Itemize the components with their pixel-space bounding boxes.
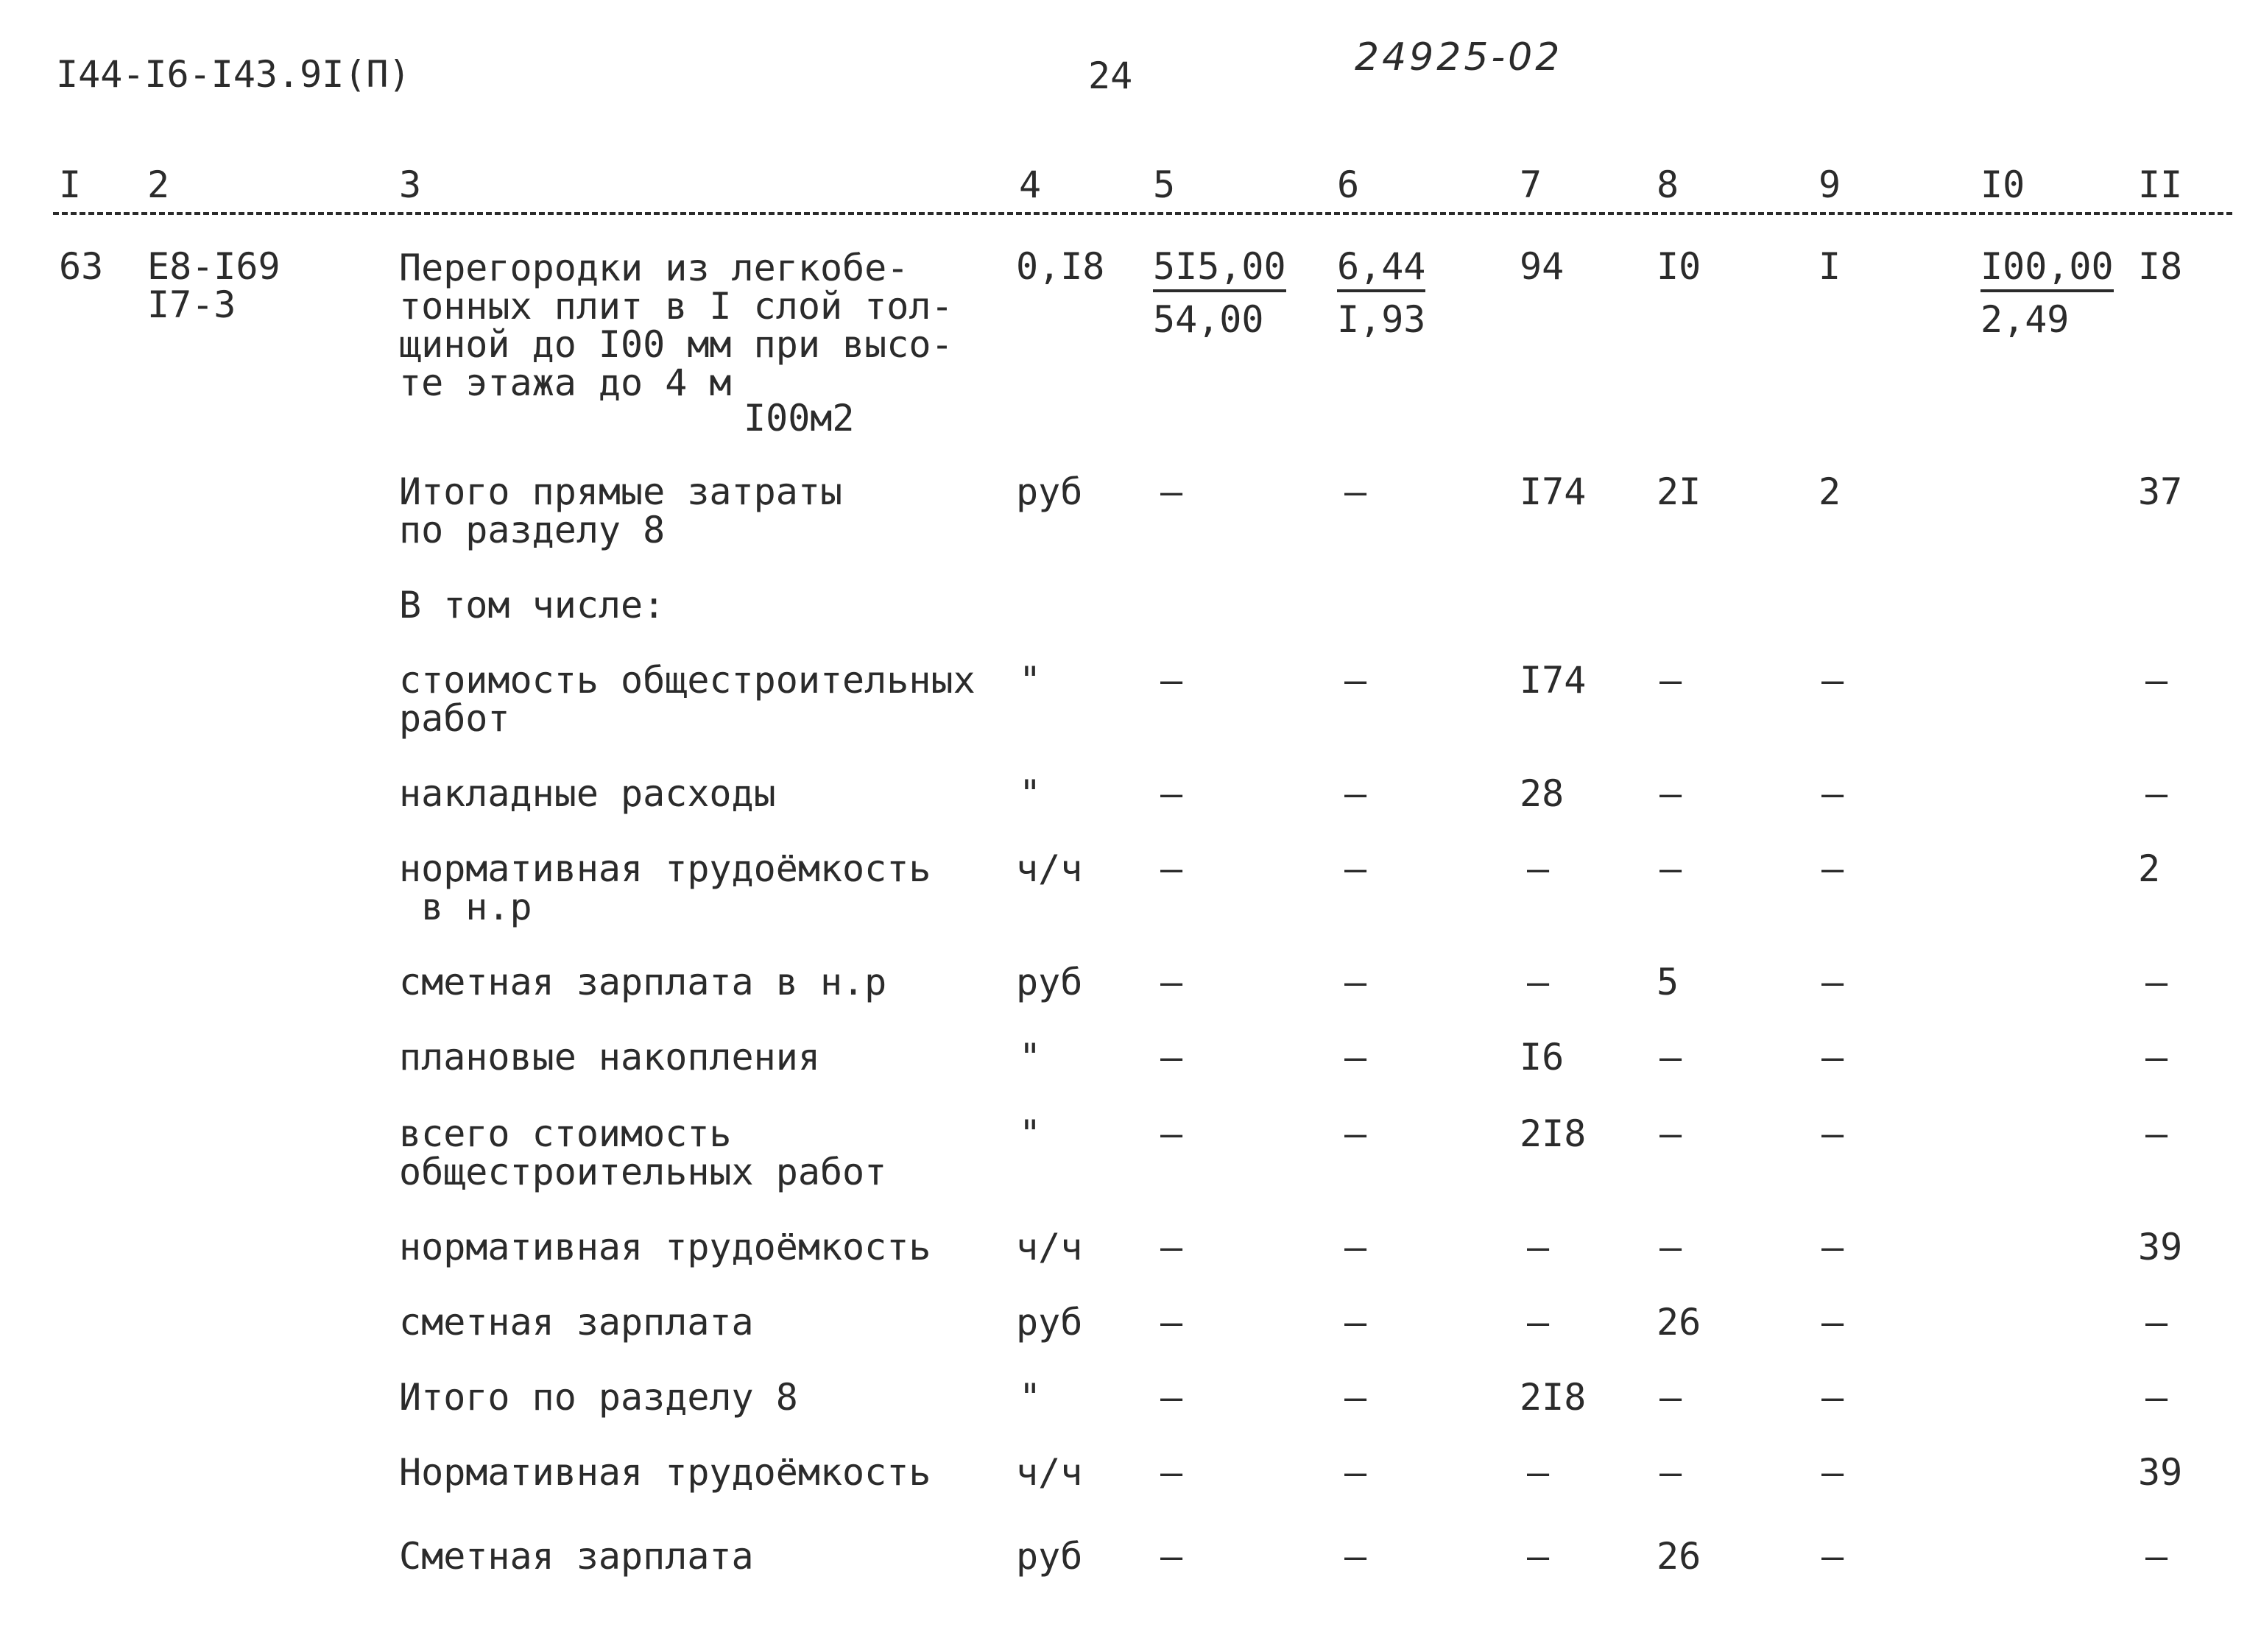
row-c6: – bbox=[1344, 1301, 1367, 1344]
row-c7: 28 bbox=[1520, 772, 1565, 815]
row-c6: – bbox=[1344, 847, 1367, 890]
row-c5: – bbox=[1160, 847, 1183, 890]
row-c5: – bbox=[1160, 1036, 1183, 1079]
column-number-3: 3 bbox=[399, 163, 422, 206]
row-unit: руб bbox=[1016, 1301, 1083, 1344]
row-description: сметная зарплата в н.р bbox=[399, 961, 887, 1003]
row-description: всего стоимость общестроительных работ bbox=[399, 1112, 887, 1193]
row-c7: 2I8 bbox=[1520, 1376, 1587, 1419]
row-c7: – bbox=[1527, 961, 1550, 1003]
column-number-6: 6 bbox=[1337, 163, 1360, 206]
row-c11: 39 bbox=[2138, 1451, 2183, 1494]
row-c11: – bbox=[2145, 961, 2168, 1003]
item-c7: 94 bbox=[1520, 245, 1565, 288]
row-c11: – bbox=[2145, 659, 2168, 702]
row-c9: – bbox=[1821, 1226, 1844, 1268]
column-number-2: 2 bbox=[147, 163, 170, 206]
column-number-11: II bbox=[2138, 163, 2183, 206]
row-unit: ч/ч bbox=[1016, 1451, 1083, 1494]
row-c8: 5 bbox=[1657, 961, 1679, 1003]
row-c7: I6 bbox=[1520, 1036, 1565, 1079]
item-c6-bottom: I,93 bbox=[1337, 298, 1426, 341]
item-number: 63 bbox=[59, 245, 104, 288]
column-number-8: 8 bbox=[1657, 163, 1679, 206]
row-c9: – bbox=[1821, 1112, 1844, 1155]
item-unit-measure: I00м2 bbox=[744, 397, 855, 440]
row-c5: – bbox=[1160, 659, 1183, 702]
item-quantity: 0,I8 bbox=[1016, 245, 1105, 288]
row-description: накладные расходы bbox=[399, 772, 776, 815]
item-code-line2: I7-3 bbox=[147, 283, 236, 326]
row-c8: – bbox=[1659, 847, 1682, 890]
row-c6: – bbox=[1344, 470, 1367, 513]
row-c6: – bbox=[1344, 1376, 1367, 1419]
row-unit: " bbox=[1019, 1112, 1042, 1155]
row-c7: – bbox=[1527, 1301, 1550, 1344]
column-number-10: I0 bbox=[1980, 163, 2025, 206]
row-c5: – bbox=[1160, 1376, 1183, 1419]
row-c8: – bbox=[1659, 659, 1682, 702]
row-unit: руб bbox=[1016, 1535, 1083, 1578]
row-description: В том числе: bbox=[399, 584, 666, 626]
item-c8: I0 bbox=[1657, 245, 1701, 288]
row-c6: – bbox=[1344, 772, 1367, 815]
row-c8: 2I bbox=[1657, 470, 1701, 513]
item-desc-line3: щиной до I00 мм при высо- bbox=[399, 323, 953, 366]
row-c5: – bbox=[1160, 1226, 1183, 1268]
row-c7: – bbox=[1527, 1451, 1550, 1494]
row-c11: 37 bbox=[2138, 470, 2183, 513]
row-description: Итого прямые затраты по разделу 8 bbox=[399, 470, 843, 551]
row-c7: – bbox=[1527, 847, 1550, 890]
row-c8: – bbox=[1659, 1451, 1682, 1494]
row-c8: 26 bbox=[1657, 1301, 1701, 1344]
row-c6: – bbox=[1344, 1535, 1367, 1578]
document-code: I44-I6-I43.9I(П) bbox=[56, 53, 411, 96]
row-c6: – bbox=[1344, 961, 1367, 1003]
item-c10-top: I00,00 bbox=[1980, 245, 2114, 292]
row-description: нормативная трудоёмкость в н.р bbox=[399, 847, 931, 928]
row-c11: – bbox=[2145, 772, 2168, 815]
column-number-9: 9 bbox=[1819, 163, 1841, 206]
page-number: 24 bbox=[1088, 54, 1133, 97]
row-c11: – bbox=[2145, 1376, 2168, 1419]
row-c8: – bbox=[1659, 1226, 1682, 1268]
column-number-1: I bbox=[59, 163, 82, 206]
row-c5: – bbox=[1160, 772, 1183, 815]
row-c11: 39 bbox=[2138, 1226, 2183, 1268]
row-c8: 26 bbox=[1657, 1535, 1701, 1578]
row-description: нормативная трудоёмкость bbox=[399, 1226, 931, 1268]
row-c5: – bbox=[1160, 1451, 1183, 1494]
item-c5-bottom: 54,00 bbox=[1153, 298, 1264, 341]
row-c11: 2 bbox=[2138, 847, 2161, 890]
row-c8: – bbox=[1659, 1036, 1682, 1079]
item-c9: I bbox=[1819, 245, 1841, 288]
row-c7: – bbox=[1527, 1535, 1550, 1578]
row-c5: – bbox=[1160, 1112, 1183, 1155]
row-c7: I74 bbox=[1520, 659, 1587, 702]
row-unit: ч/ч bbox=[1016, 1226, 1083, 1268]
row-c8: – bbox=[1659, 1112, 1682, 1155]
row-c6: – bbox=[1344, 1451, 1367, 1494]
row-c6: – bbox=[1344, 1036, 1367, 1079]
row-c9: – bbox=[1821, 659, 1844, 702]
row-c9: – bbox=[1821, 1535, 1844, 1578]
row-c9: – bbox=[1821, 772, 1844, 815]
row-c9: – bbox=[1821, 847, 1844, 890]
row-c11: – bbox=[2145, 1535, 2168, 1578]
row-unit: руб bbox=[1016, 961, 1083, 1003]
row-c5: – bbox=[1160, 1301, 1183, 1344]
row-unit: руб bbox=[1016, 470, 1083, 513]
row-c9: – bbox=[1821, 1301, 1844, 1344]
column-number-7: 7 bbox=[1520, 163, 1542, 206]
row-c9: 2 bbox=[1819, 470, 1841, 513]
column-number-4: 4 bbox=[1019, 163, 1042, 206]
row-unit: " bbox=[1019, 772, 1042, 815]
row-description: стоимость общестроительных работ bbox=[399, 659, 976, 740]
row-c5: – bbox=[1160, 961, 1183, 1003]
row-c8: – bbox=[1659, 1376, 1682, 1419]
item-desc-line2: тонных плит в I слой тол- bbox=[399, 285, 953, 328]
item-desc-line1: Перегородки из легкобе- bbox=[399, 247, 909, 289]
item-c6-top: 6,44 bbox=[1337, 245, 1425, 292]
row-unit: " bbox=[1019, 659, 1042, 702]
row-description: Сметная зарплата bbox=[399, 1535, 754, 1578]
item-c10-bottom: 2,49 bbox=[1980, 298, 2070, 341]
row-c8: – bbox=[1659, 772, 1682, 815]
row-c6: – bbox=[1344, 1112, 1367, 1155]
row-c11: – bbox=[2145, 1036, 2168, 1079]
row-c9: – bbox=[1821, 1451, 1844, 1494]
row-c7: – bbox=[1527, 1226, 1550, 1268]
row-unit: ч/ч bbox=[1016, 847, 1083, 890]
row-description: Нормативная трудоёмкость bbox=[399, 1451, 931, 1494]
row-c6: – bbox=[1344, 659, 1367, 702]
row-c5: – bbox=[1160, 470, 1183, 513]
column-number-5: 5 bbox=[1153, 163, 1176, 206]
item-desc-line4: те этажа до 4 м bbox=[399, 361, 732, 404]
row-c6: – bbox=[1344, 1226, 1367, 1268]
row-c7: 2I8 bbox=[1520, 1112, 1587, 1155]
row-description: Итого по разделу 8 bbox=[399, 1376, 798, 1419]
row-c9: – bbox=[1821, 961, 1844, 1003]
item-c11: I8 bbox=[2138, 245, 2183, 288]
row-c7: I74 bbox=[1520, 470, 1587, 513]
item-c5-top: 5I5,00 bbox=[1153, 245, 1286, 292]
row-unit: " bbox=[1019, 1376, 1042, 1419]
row-c11: – bbox=[2145, 1301, 2168, 1344]
row-c11: – bbox=[2145, 1112, 2168, 1155]
row-c9: – bbox=[1821, 1376, 1844, 1419]
row-c5: – bbox=[1160, 1535, 1183, 1578]
handwritten-archive-number: 24925-02 bbox=[1355, 35, 1563, 80]
row-unit: " bbox=[1019, 1036, 1042, 1079]
row-description: сметная зарплата bbox=[399, 1301, 754, 1344]
row-c9: – bbox=[1821, 1036, 1844, 1079]
header-divider bbox=[53, 212, 2232, 215]
row-description: плановые накопления bbox=[399, 1036, 820, 1079]
item-code-line1: Е8-I69 bbox=[147, 245, 281, 288]
